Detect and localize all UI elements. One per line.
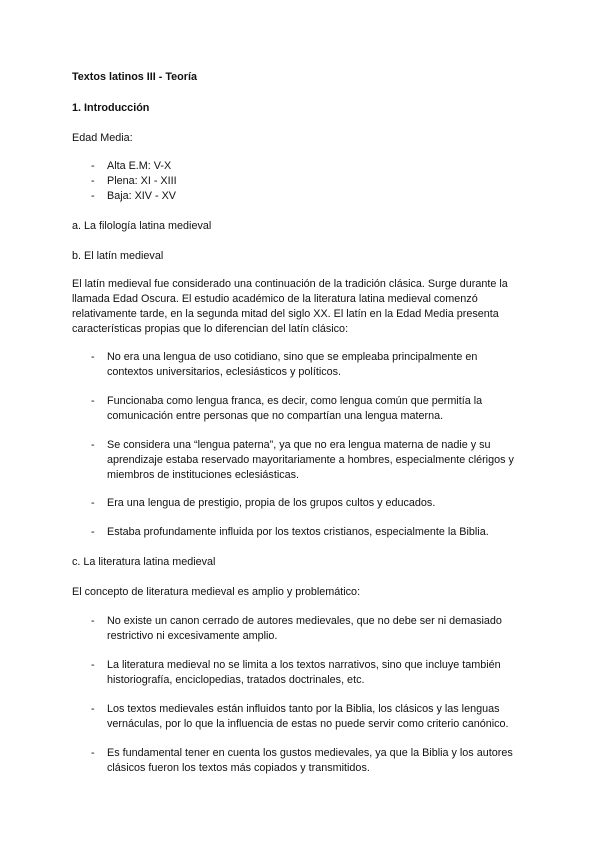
- list-line: aprendizaje estaba reservado mayoritariamente a hombres, especialmente clérigos y: [107, 454, 514, 466]
- list-item: [107, 496, 435, 511]
- list-line: restrictivo ni excesivamente amplio.: [107, 630, 278, 642]
- paragraph-literatura: El concepto de literatura medieval es amplio y problemático:: [72, 586, 361, 598]
- list-line: No era una lengua de uso cotidiano, sino que se empleaba principalmente en: [107, 351, 478, 363]
- paragraph-line: características propias que lo diferencian del latín clásico:: [72, 323, 349, 335]
- list-line: clásicos fueron los textos más copiados y transmitidos.: [107, 762, 370, 774]
- list-item: Baja: XIV - XV: [107, 190, 177, 202]
- list-item: [107, 350, 477, 380]
- list-item: [107, 438, 514, 483]
- list-item: [107, 702, 509, 732]
- list-line: miembros de instituciones eclesiásticas.: [107, 469, 300, 481]
- paragraph-line: relativamente tarde, en la segunda mitad del siglo XX. El latín en la Edad Media presenta: [72, 308, 499, 320]
- list-item: Plena: XI - XIII: [107, 175, 177, 187]
- list-line: Estaba profundamente influida por los textos cristianos, especialmente la Biblia.: [107, 526, 489, 538]
- list-line: Era una lengua de prestigio, propia de los grupos cultos y educados.: [107, 497, 436, 509]
- list-line: comunicación entre personas que no compartían una lengua materna.: [107, 410, 444, 422]
- list-dash: -: [91, 659, 95, 671]
- list-line: La literatura medieval no se limita a los textos narrativos, sino que incluye también: [107, 659, 501, 671]
- list-line: Funcionaba como lengua franca, es decir, como lengua común que permitía la: [107, 395, 483, 407]
- list-line: Es fundamental tener en cuenta los gustos medievales, ya que la Biblia y los autores: [107, 747, 513, 759]
- list-item: [107, 746, 513, 776]
- subheading-c: c. La literatura latina medieval: [72, 556, 216, 568]
- edad-media-label: Edad Media:: [72, 132, 133, 144]
- list-item: [107, 658, 501, 688]
- list-line: contextos universitarios, eclesiásticos y políticos.: [107, 366, 342, 378]
- list-dash: -: [91, 439, 95, 451]
- list-line: Los textos medievales están influidos tanto por la Biblia, los clásicos y las lenguas: [107, 703, 500, 715]
- doc-title: Textos latinos III - Teoría: [72, 71, 197, 83]
- list-item: [107, 525, 489, 540]
- list-dash: -: [91, 615, 95, 627]
- list-line: vernáculas, por lo que la influencia de estas no puede servir como criterio canónico.: [107, 718, 509, 730]
- list-dash: -: [91, 175, 95, 187]
- list-dash: -: [91, 395, 95, 407]
- list-dash: -: [91, 526, 95, 538]
- list-line: historiografía, enciclopedias, tratados doctrinales, etc.: [107, 674, 365, 686]
- subheading-a: a. La filología latina medieval: [72, 220, 212, 232]
- list-line: No existe un canon cerrado de autores medievales, que no debe ser ni demasiado: [107, 615, 502, 627]
- list-item: [107, 394, 482, 424]
- list-dash: -: [91, 497, 95, 509]
- list-dash: -: [91, 703, 95, 715]
- list-dash: -: [91, 351, 95, 363]
- list-dash: -: [91, 190, 95, 202]
- list-line: Se considera una “lengua paterna”, ya que no era lengua materna de nadie y su: [107, 439, 491, 451]
- section-heading-introduccion: 1. Introducción: [72, 102, 150, 114]
- paragraph-line: El latín medieval fue considerado una continuación de la tradición clásica. Surge durante la: [72, 278, 508, 290]
- list-item: [107, 614, 502, 644]
- subheading-b: b. El latín medieval: [72, 250, 164, 262]
- paragraph-line: llamada Edad Oscura. El estudio académico de la literatura latina medieval comenzó: [72, 293, 478, 305]
- list-dash: -: [91, 160, 95, 172]
- paragraph-latin-medieval: [72, 277, 542, 337]
- list-item: Alta E.M: V-X: [107, 160, 172, 172]
- list-dash: -: [91, 747, 95, 759]
